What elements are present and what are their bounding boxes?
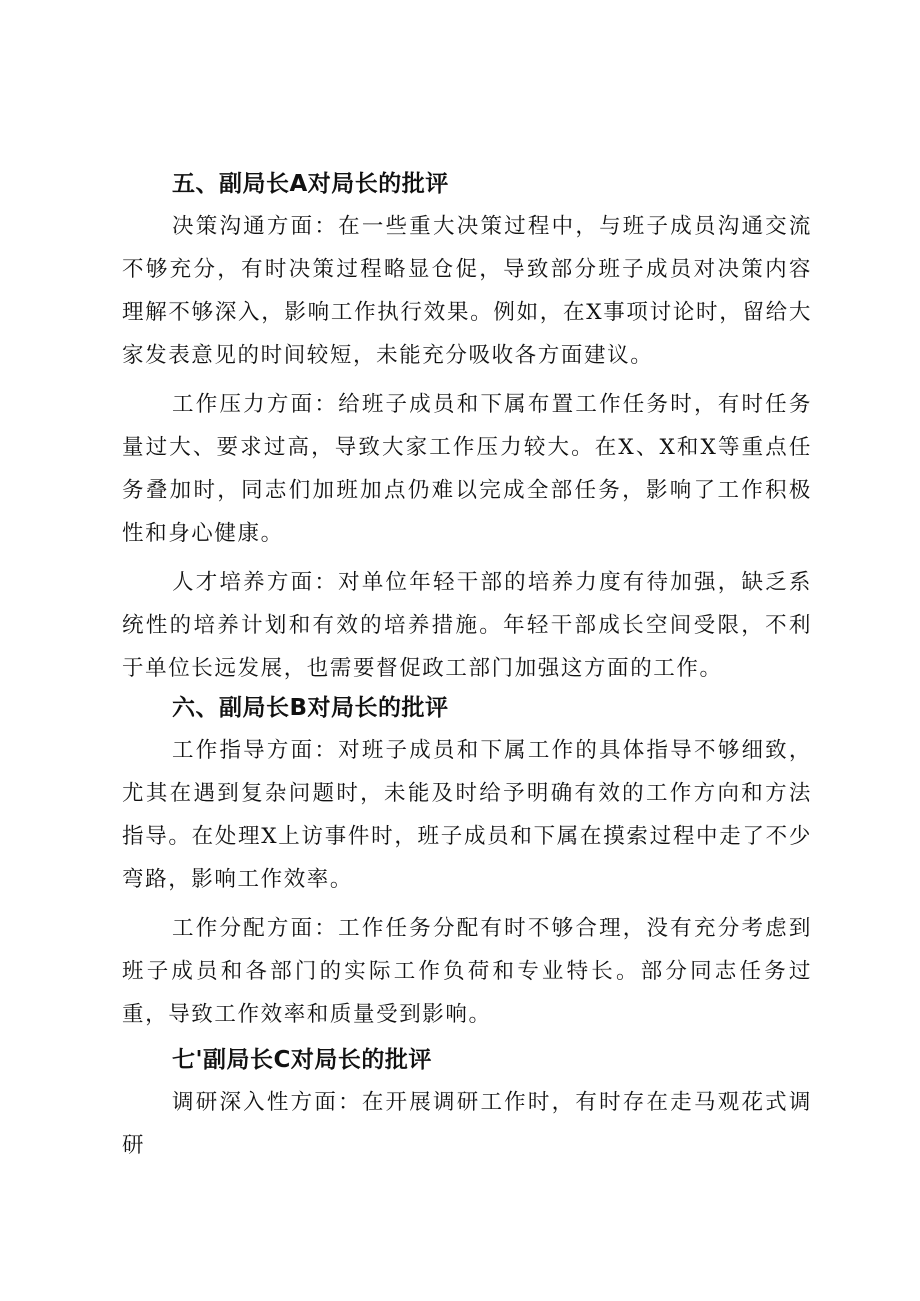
paragraph-work-allocation: 工作分配方面：工作任务分配有时不够合理，没有充分考虑到班子成员和各部门的实际工作负荷和专业特长。部分同志任务过重，导致工作效率和质量受到影响。 xyxy=(122,916,812,1027)
section-heading-5: 五、副局长A对局长的批评 xyxy=(172,171,449,197)
paragraph-work-guidance: 工作指导方面：对班子成员和下属工作的具体指导不够细致，尤其在遇到复杂问题时，未能及时给予明确有效的工作方向和方法指导。在处理X上访事件时，班子成员和下属在摸索过程中走了不少弯路，影响工作效率。 xyxy=(122,738,812,892)
section-heading-6: 六、副局长B对局长的批评 xyxy=(172,695,449,721)
paragraph-research-depth: 调研深入性方面：在开展调研工作时，有时存在走马观花式调研 xyxy=(122,1090,812,1158)
paragraph-work-pressure: 工作压力方面：给班子成员和下属布置工作任务时，有时任务量过大、要求过高，导致大家工作压力较大。在X、X和X等重点任务叠加时，同志们加班加点仍难以完成全部任务，影响了工作积极性和身心健康。 xyxy=(122,392,812,546)
document-body xyxy=(122,166,812,1167)
paragraph-talent-training: 人才培养方面：对单位年轻干部的培养力度有待加强，缺乏系统性的培养计划和有效的培养措施。年轻干部成长空间受限，不利于单位长远发展，也需要督促政工部门加强这方面的工作。 xyxy=(122,570,812,681)
paragraph-decision-communication: 决策沟通方面：在一些重大决策过程中，与班子成员沟通交流不够充分，有时决策过程略显仓促，导致部分班子成员对决策内容理解不够深入，影响工作执行效果。例如，在X事项讨论时，留给大家发表意见的时间较短，未能充分吸收各方面建议。 xyxy=(122,214,812,368)
section-heading-7: 七'副局长C对局长的批评 xyxy=(172,1047,432,1073)
